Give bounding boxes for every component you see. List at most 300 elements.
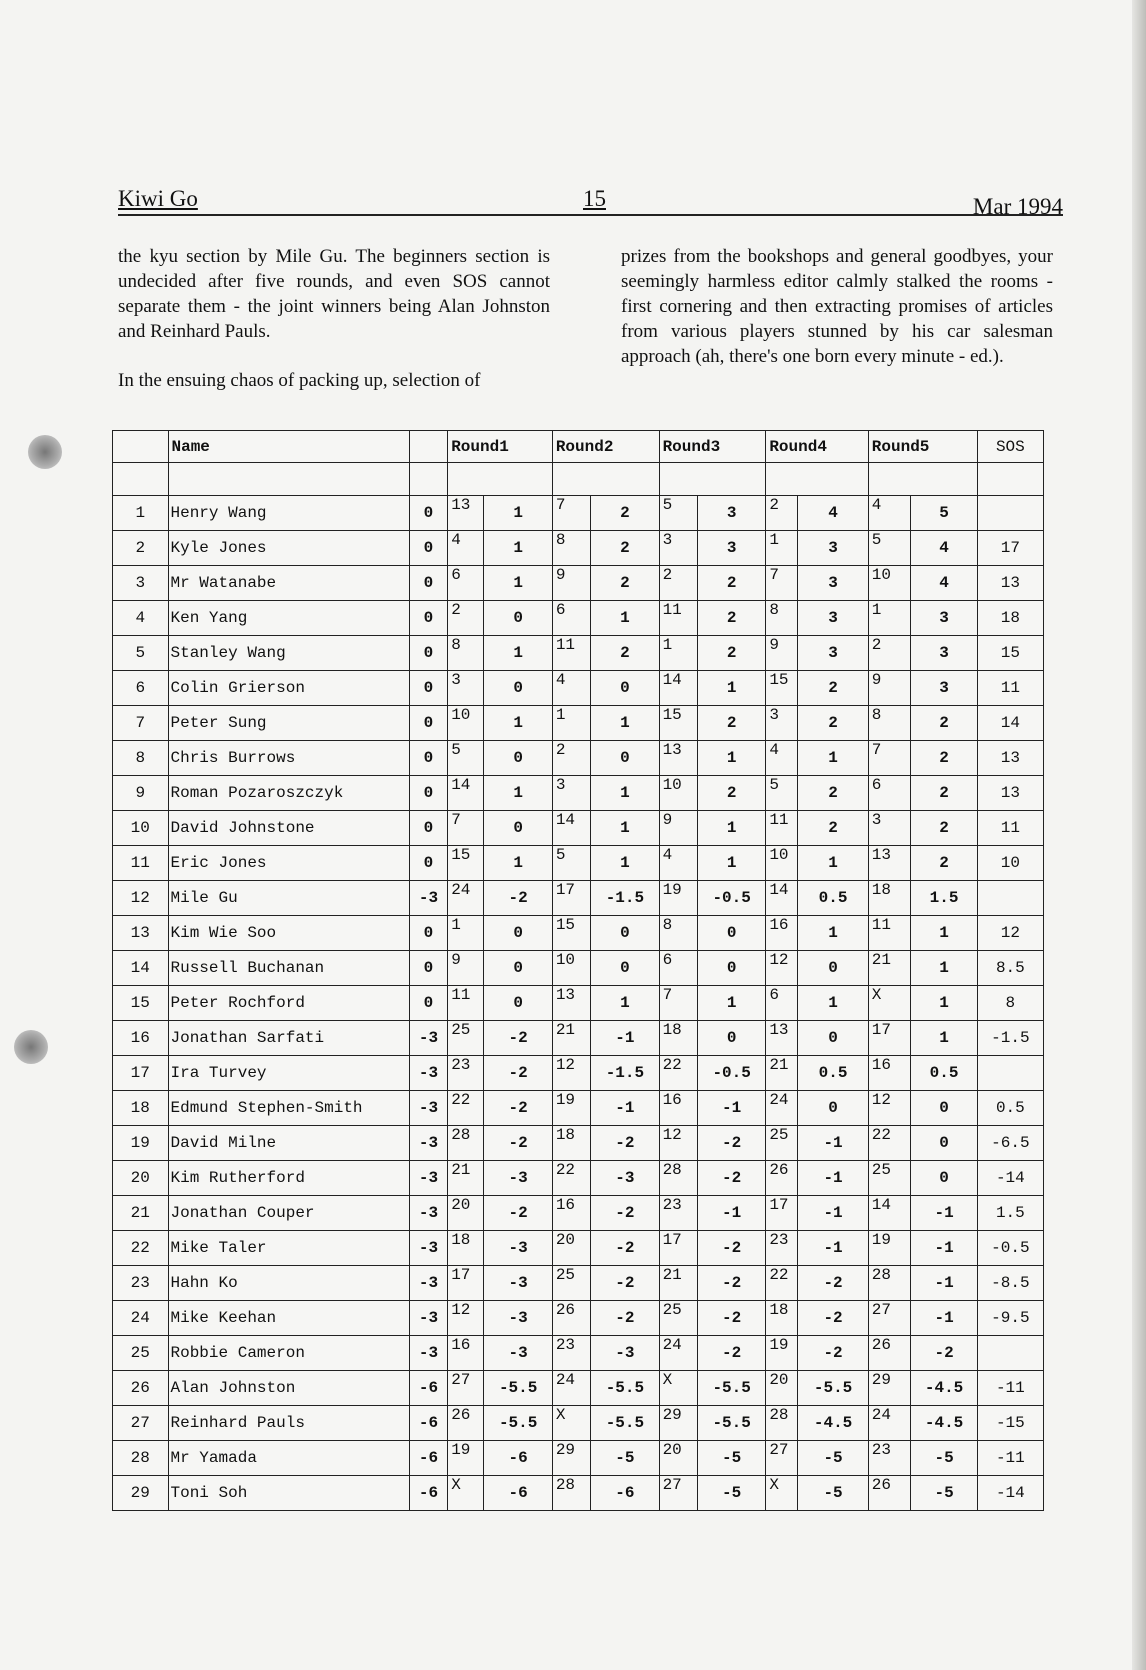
table-row [113, 1091, 1044, 1126]
round-score: 0 [591, 671, 659, 706]
round-opponent: X [552, 1406, 590, 1441]
start-score: -3 [409, 1196, 447, 1231]
round-score: 0 [591, 916, 659, 951]
round-score: -4.5 [911, 1406, 977, 1441]
table-row [113, 496, 1044, 531]
round-score: 0 [911, 1161, 977, 1196]
sos-value: 17 [977, 531, 1043, 566]
player-number: 24 [113, 1301, 169, 1336]
round-score: -1 [911, 1231, 977, 1266]
round-score: -5 [697, 1476, 765, 1511]
player-number: 27 [113, 1406, 169, 1441]
round-score: -1.5 [591, 1056, 659, 1091]
round-score: 0 [911, 1091, 977, 1126]
player-number: 16 [113, 1021, 169, 1056]
round-opponent: 7 [766, 566, 798, 601]
round-score: -5.5 [591, 1371, 659, 1406]
sos-value: 11 [977, 671, 1043, 706]
round-score: 2 [697, 706, 765, 741]
round-score: -2 [591, 1301, 659, 1336]
round-score: -6 [484, 1476, 552, 1511]
round-header: Round2 [552, 431, 659, 463]
results-table [112, 430, 1044, 1511]
sos-value: 12 [977, 916, 1043, 951]
round-score: -4.5 [798, 1406, 868, 1441]
round-opponent: 23 [448, 1056, 484, 1091]
round-opponent: 8 [448, 636, 484, 671]
round-score: -2 [697, 1231, 765, 1266]
round-score: -6 [591, 1476, 659, 1511]
round-opponent: 25 [448, 1021, 484, 1056]
round-opponent: 8 [659, 916, 697, 951]
round-score: -1 [798, 1196, 868, 1231]
table-row [113, 1126, 1044, 1161]
round-score: -5.5 [697, 1406, 765, 1441]
round-opponent: 1 [659, 636, 697, 671]
round-opponent: 6 [868, 776, 911, 811]
table-row [113, 986, 1044, 1021]
round-score: -5 [697, 1441, 765, 1476]
player-number: 12 [113, 881, 169, 916]
player-number: 11 [113, 846, 169, 881]
round-opponent: 3 [552, 776, 590, 811]
round-score: -5.5 [798, 1371, 868, 1406]
round-score: 0 [484, 986, 552, 1021]
round-header: Round5 [868, 431, 977, 463]
round-opponent: 19 [552, 1091, 590, 1126]
round-score: -2 [484, 1091, 552, 1126]
round-opponent: 19 [766, 1336, 798, 1371]
table-row [113, 1231, 1044, 1266]
start-score: 0 [409, 531, 447, 566]
round-opponent: 17 [552, 881, 590, 916]
start-score: 0 [409, 811, 447, 846]
round-opponent: 11 [659, 601, 697, 636]
player-name: Chris Burrows [168, 741, 409, 776]
player-number: 20 [113, 1161, 169, 1196]
round-opponent: 2 [552, 741, 590, 776]
player-number: 4 [113, 601, 169, 636]
table-row [113, 566, 1044, 601]
round-opponent: 18 [552, 1126, 590, 1161]
issue-date: Mar 1994 [972, 194, 1063, 219]
round-score: 2 [911, 846, 977, 881]
round-opponent: 8 [552, 531, 590, 566]
player-name: Edmund Stephen-Smith [168, 1091, 409, 1126]
round-score: 2 [798, 671, 868, 706]
round-opponent: 29 [552, 1441, 590, 1476]
round-score: -4.5 [911, 1371, 977, 1406]
round-opponent: 24 [766, 1091, 798, 1126]
start-score: 0 [409, 706, 447, 741]
player-number: 2 [113, 531, 169, 566]
round-opponent: 12 [552, 1056, 590, 1091]
binder-hole [28, 435, 62, 469]
round-opponent: 16 [868, 1056, 911, 1091]
sos-value: -8.5 [977, 1266, 1043, 1301]
round-opponent: 28 [552, 1476, 590, 1511]
table-row [113, 811, 1044, 846]
round-opponent: 12 [448, 1301, 484, 1336]
round-opponent: 3 [868, 811, 911, 846]
player-name: Kim Wie Soo [168, 916, 409, 951]
sos-value: -1.5 [977, 1021, 1043, 1056]
player-name: Mike Taler [168, 1231, 409, 1266]
round-opponent: 21 [868, 951, 911, 986]
player-number: 3 [113, 566, 169, 601]
round-opponent: 24 [448, 881, 484, 916]
round-score: -3 [484, 1336, 552, 1371]
round-opponent: 16 [766, 916, 798, 951]
start-score: 0 [409, 951, 447, 986]
page-number: 15 [583, 186, 606, 211]
round-opponent: 19 [448, 1441, 484, 1476]
round-opponent: 20 [766, 1371, 798, 1406]
round-score: 2 [798, 706, 868, 741]
round-score: 0 [697, 916, 765, 951]
table-row [113, 1371, 1044, 1406]
round-opponent: 16 [659, 1091, 697, 1126]
round-opponent: 21 [448, 1161, 484, 1196]
round-opponent: 12 [868, 1091, 911, 1126]
sos-value [977, 881, 1043, 916]
round-score: 3 [798, 601, 868, 636]
round-opponent: 19 [868, 1231, 911, 1266]
sos-value: -14 [977, 1476, 1043, 1511]
round-opponent: 5 [766, 776, 798, 811]
round-opponent: 9 [766, 636, 798, 671]
round-opponent: 13 [552, 986, 590, 1021]
player-number: 28 [113, 1441, 169, 1476]
table-row [113, 1021, 1044, 1056]
round-score: 2 [798, 776, 868, 811]
player-number: 10 [113, 811, 169, 846]
player-number: 19 [113, 1126, 169, 1161]
sos-value: 8 [977, 986, 1043, 1021]
round-score: 1 [798, 916, 868, 951]
round-opponent: 25 [868, 1161, 911, 1196]
round-score: 1 [798, 741, 868, 776]
round-score: 1 [484, 566, 552, 601]
round-score: 3 [798, 636, 868, 671]
round-score: -2 [697, 1336, 765, 1371]
paragraph: In the ensuing chaos of packing up, selection of [118, 370, 481, 391]
round-opponent: 24 [868, 1406, 911, 1441]
round-opponent: 27 [766, 1441, 798, 1476]
round-opponent: X [448, 1476, 484, 1511]
round-opponent: 16 [448, 1336, 484, 1371]
round-score: 2 [911, 706, 977, 741]
round-score: 1 [484, 706, 552, 741]
article-column-right [621, 244, 1053, 393]
player-name: Robbie Cameron [168, 1336, 409, 1371]
round-score: 1 [798, 986, 868, 1021]
round-opponent: 8 [868, 706, 911, 741]
round-opponent: 26 [868, 1476, 911, 1511]
round-score: -2 [484, 1126, 552, 1161]
round-opponent: 28 [766, 1406, 798, 1441]
round-opponent: 25 [766, 1126, 798, 1161]
round-opponent: 1 [766, 531, 798, 566]
round-score: 2 [591, 636, 659, 671]
player-name: Ken Yang [168, 601, 409, 636]
table-row [113, 1406, 1044, 1441]
sos-value: -14 [977, 1161, 1043, 1196]
round-score: -1 [697, 1196, 765, 1231]
round-opponent: 10 [868, 566, 911, 601]
start-score: -3 [409, 1336, 447, 1371]
round-score: 1 [697, 846, 765, 881]
round-opponent: 4 [448, 531, 484, 566]
round-score: -5.5 [484, 1406, 552, 1441]
round-opponent: 4 [659, 846, 697, 881]
player-number: 22 [113, 1231, 169, 1266]
player-number: 21 [113, 1196, 169, 1231]
sos-value: 13 [977, 741, 1043, 776]
player-number: 25 [113, 1336, 169, 1371]
page-header [118, 178, 1063, 219]
round-opponent: 5 [659, 496, 697, 531]
start-score: 0 [409, 671, 447, 706]
round-score: -2 [484, 1196, 552, 1231]
sos-value: 11 [977, 811, 1043, 846]
round-opponent: 20 [552, 1231, 590, 1266]
round-opponent: 17 [766, 1196, 798, 1231]
round-opponent: 12 [766, 951, 798, 986]
round-score: -1 [798, 1161, 868, 1196]
player-name: Mr Yamada [168, 1441, 409, 1476]
player-name: Toni Soh [168, 1476, 409, 1511]
round-score: 0 [484, 811, 552, 846]
round-opponent: 2 [766, 496, 798, 531]
round-opponent: 15 [552, 916, 590, 951]
round-score: -2 [591, 1266, 659, 1301]
round-score: 3 [798, 531, 868, 566]
start-score: -3 [409, 1091, 447, 1126]
round-opponent: 27 [659, 1476, 697, 1511]
round-score: 3 [911, 671, 977, 706]
round-opponent: 28 [868, 1266, 911, 1301]
round-score: 1 [911, 951, 977, 986]
round-opponent: 13 [766, 1021, 798, 1056]
start-score: 0 [409, 636, 447, 671]
round-opponent: 25 [659, 1301, 697, 1336]
round-score: 2 [697, 601, 765, 636]
round-score: 1 [484, 846, 552, 881]
round-score: 1 [911, 986, 977, 1021]
start-score: -6 [409, 1476, 447, 1511]
round-score: -2 [697, 1301, 765, 1336]
round-opponent: 10 [659, 776, 697, 811]
round-score: -2 [798, 1336, 868, 1371]
round-score: -1.5 [591, 881, 659, 916]
table-row [113, 671, 1044, 706]
round-score: -1 [911, 1266, 977, 1301]
round-opponent: 17 [659, 1231, 697, 1266]
header-row [113, 431, 1044, 463]
round-score: 2 [591, 531, 659, 566]
round-header: Round3 [659, 431, 766, 463]
start-score: -3 [409, 1021, 447, 1056]
round-score: 2 [697, 776, 765, 811]
round-score: 0.5 [798, 881, 868, 916]
player-name: Jonathan Couper [168, 1196, 409, 1231]
round-opponent: 5 [448, 741, 484, 776]
round-score: 1 [697, 671, 765, 706]
round-opponent: 9 [552, 566, 590, 601]
player-number: 7 [113, 706, 169, 741]
round-score: 1 [911, 916, 977, 951]
round-opponent: 15 [766, 671, 798, 706]
round-opponent: 1 [868, 601, 911, 636]
round-opponent: 7 [552, 496, 590, 531]
player-name: David Milne [168, 1126, 409, 1161]
round-opponent: 18 [766, 1301, 798, 1336]
round-opponent: 9 [868, 671, 911, 706]
round-opponent: 13 [448, 496, 484, 531]
round-score: -2 [591, 1231, 659, 1266]
round-opponent: 22 [868, 1126, 911, 1161]
start-score: 0 [409, 916, 447, 951]
round-score: 3 [697, 496, 765, 531]
player-number: 9 [113, 776, 169, 811]
round-score: -5.5 [591, 1406, 659, 1441]
round-opponent: 11 [448, 986, 484, 1021]
paragraph: the kyu section by Mile Gu. The beginners section is undecided after five rounds, and even SOS cannot separate them - the joint winners being Alan Johnston and Reinhard Pauls. [118, 246, 550, 342]
round-opponent: 17 [448, 1266, 484, 1301]
table-row [113, 916, 1044, 951]
round-score: 0.5 [911, 1056, 977, 1091]
round-opponent: 20 [659, 1441, 697, 1476]
sos-value: -15 [977, 1406, 1043, 1441]
round-opponent: 28 [659, 1161, 697, 1196]
round-opponent: 10 [766, 846, 798, 881]
round-score: -3 [591, 1161, 659, 1196]
table-row [113, 1336, 1044, 1371]
round-score: -1 [591, 1091, 659, 1126]
round-score: -1 [911, 1196, 977, 1231]
player-name: Eric Jones [168, 846, 409, 881]
round-opponent: 29 [659, 1406, 697, 1441]
round-opponent: 6 [552, 601, 590, 636]
round-score: 2 [798, 811, 868, 846]
round-opponent: 5 [868, 531, 911, 566]
round-opponent: 1 [448, 916, 484, 951]
round-opponent: 3 [659, 531, 697, 566]
round-score: -6 [484, 1441, 552, 1476]
sos-value: 8.5 [977, 951, 1043, 986]
round-opponent: 9 [659, 811, 697, 846]
player-name: Ira Turvey [168, 1056, 409, 1091]
round-opponent: 6 [766, 986, 798, 1021]
sos-value: 10 [977, 846, 1043, 881]
round-opponent: 3 [766, 706, 798, 741]
player-name: Jonathan Sarfati [168, 1021, 409, 1056]
round-score: 1 [697, 986, 765, 1021]
player-number: 13 [113, 916, 169, 951]
round-opponent: 21 [659, 1266, 697, 1301]
round-opponent: 1 [552, 706, 590, 741]
table-row [113, 741, 1044, 776]
round-opponent: 10 [552, 951, 590, 986]
round-score: 1 [591, 601, 659, 636]
round-opponent: 16 [552, 1196, 590, 1231]
round-opponent: 15 [659, 706, 697, 741]
round-opponent: 26 [448, 1406, 484, 1441]
player-number: 29 [113, 1476, 169, 1511]
round-score: -3 [484, 1231, 552, 1266]
round-score: 2 [697, 636, 765, 671]
round-opponent: 25 [552, 1266, 590, 1301]
player-name: Kyle Jones [168, 531, 409, 566]
round-opponent: 23 [552, 1336, 590, 1371]
start-score: -3 [409, 1161, 447, 1196]
round-score: 2 [697, 566, 765, 601]
start-score: -3 [409, 1231, 447, 1266]
round-opponent: 3 [448, 671, 484, 706]
round-score: -2 [697, 1161, 765, 1196]
round-opponent: 14 [448, 776, 484, 811]
round-opponent: 24 [552, 1371, 590, 1406]
round-score: 0 [484, 671, 552, 706]
round-opponent: X [766, 1476, 798, 1511]
round-opponent: 15 [448, 846, 484, 881]
round-opponent: 18 [868, 881, 911, 916]
start-score: 0 [409, 496, 447, 531]
round-score: -2 [697, 1266, 765, 1301]
sos-value: 0.5 [977, 1091, 1043, 1126]
player-name: Peter Sung [168, 706, 409, 741]
round-score: 1.5 [911, 881, 977, 916]
round-score: 0 [591, 951, 659, 986]
round-opponent: 27 [868, 1301, 911, 1336]
player-name: Russell Buchanan [168, 951, 409, 986]
round-score: 1 [484, 776, 552, 811]
round-score: 2 [591, 566, 659, 601]
start-score: 0 [409, 986, 447, 1021]
sos-value: -11 [977, 1371, 1043, 1406]
round-opponent: 26 [868, 1336, 911, 1371]
round-score: -3 [484, 1301, 552, 1336]
round-score: 2 [911, 811, 977, 846]
table-row [113, 1441, 1044, 1476]
table-row [113, 601, 1044, 636]
round-score: -2 [484, 881, 552, 916]
round-opponent: 4 [766, 741, 798, 776]
round-opponent: 10 [448, 706, 484, 741]
player-number: 1 [113, 496, 169, 531]
player-name: Hahn Ko [168, 1266, 409, 1301]
table-row [113, 1266, 1044, 1301]
sos-value: -6.5 [977, 1126, 1043, 1161]
header-spacer-row [113, 463, 1044, 496]
player-number: 18 [113, 1091, 169, 1126]
sos-value [977, 1336, 1043, 1371]
start-score: -6 [409, 1371, 447, 1406]
round-score: 1 [484, 636, 552, 671]
round-opponent: 2 [448, 601, 484, 636]
round-opponent: 21 [552, 1021, 590, 1056]
round-score: 1 [798, 846, 868, 881]
round-score: 0.5 [798, 1056, 868, 1091]
round-opponent: 28 [448, 1126, 484, 1161]
round-score: 1 [591, 776, 659, 811]
round-opponent: 26 [552, 1301, 590, 1336]
round-opponent: 20 [448, 1196, 484, 1231]
round-score: 0 [484, 601, 552, 636]
start-score: -6 [409, 1406, 447, 1441]
round-score: 0 [697, 1021, 765, 1056]
